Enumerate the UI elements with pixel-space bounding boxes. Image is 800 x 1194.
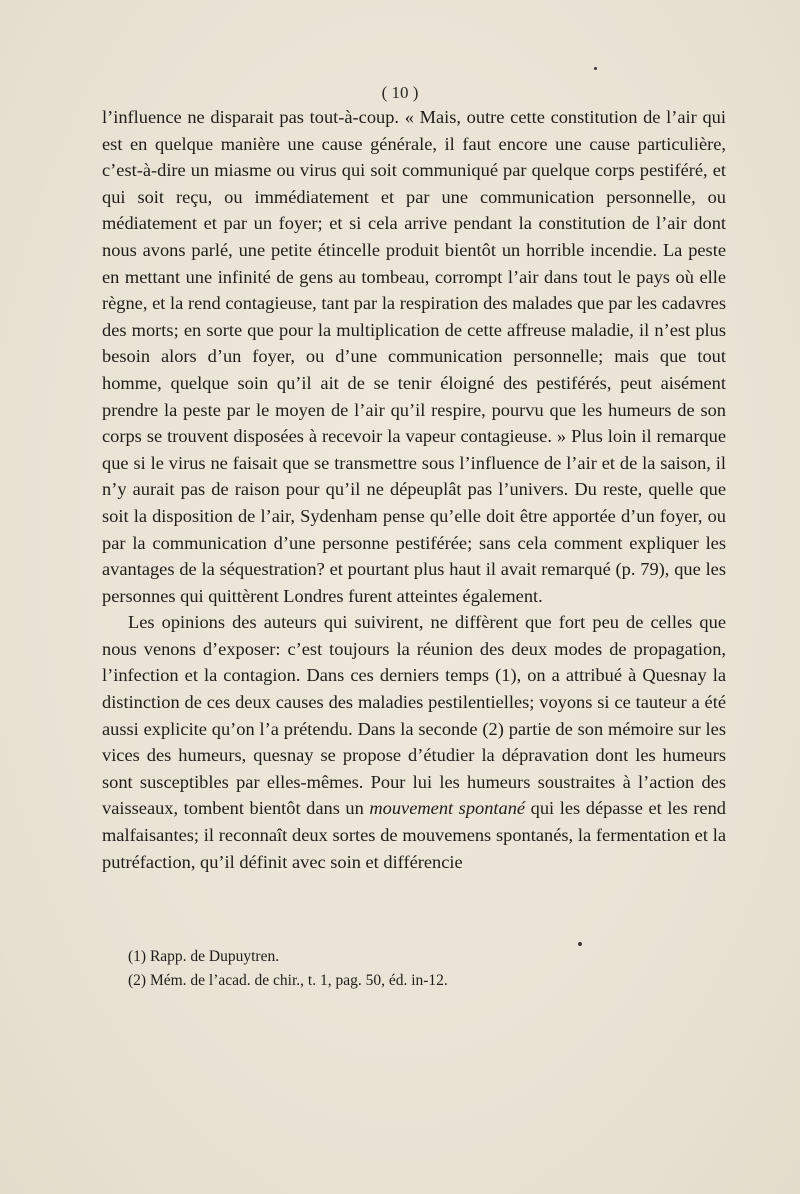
paragraph-2 (102, 609, 726, 875)
paragraph-2-text-end: qui les dépasse et les rend malfaisantes; il reconnaît deux sortes de mouvemens spontanés, la fermentation et la putréfaction, qu’il définit avec soin et différencie (102, 798, 726, 872)
footnote-1: (1) Rapp. de Dupuytren. (128, 948, 280, 965)
paragraph-1 (102, 104, 726, 609)
main-text (102, 104, 726, 875)
ink-speck (594, 67, 597, 70)
page-number: ( 10 ) (381, 83, 419, 102)
footnote-2: (2) Mém. de l’acad. de chir., t. 1, pag. 50, éd. in-12. (128, 972, 448, 989)
paragraph-2-text-start: Les opinions des auteurs qui suivirent, ne diffèrent que fort peu de celles que nous venons d’exposer: c’est toujours la réunion des deux modes de propagation, l’infection et la contagion. Dans ces derniers temps (1), on a attribué à Quesnay la distinction de ces deux causes des maladies pestilentielles; voyons si ce tauteur a été aussi explicite qu’on l’a prétendu. Dans la seconde (2) partie de son mémoire sur les vices des humeurs, quesnay se propose d’étudier la dépravation dont les humeurs sont susceptibles par elles-mêmes. Pour lui les humeurs soustraites à l’action des vaisseaux, tombent bientôt dans un (102, 612, 726, 819)
paragraph-1-text: l’influence ne disparait pas tout-à-coup. « Mais, outre cette constitution de l’air qui est en quelque manière une cause générale, il faut encore une cause particulière, c’est-à-dire un miasme ou virus qui soit communiqué par quelque corps pestiféré, et qui soit reçu, ou immédiatement et par une communication personnelle, ou médiatement et par un foyer; et si cela arrive pendant la constitution de l’air dont nous avons parlé, une petite étincelle produit bientôt un horrible incendie. La peste en mettant une infinité de gens au tombeau, corrompt l’air dans tout le pays où elle règne, et la rend contagieuse, tant par la respiration des malades que par les cadavres des morts; en sorte que pour la multiplication de cette affreuse maladie, il n’est plus besoin alors d’un foyer, ou d’une communication personnelle; mais que tout homme, quelque soin qu’il ait de se tenir éloigné des pestiférés, peut aisément prendre la peste par le moyen de l’air qu’il respire, pourvu que les humeurs de son corps se trouvent disposées à recevoir la vapeur contagieuse. » Plus loin il remarque que si le virus ne faisait que se transmettre sous l’influence de l’air et de la saison, il n’y aurait pas de raison pour qu’il ne dépeuplât pas l’univers. Du reste, quelle que soit la disposition de l’air, Sydenham pense qu’elle doit être apportée d’un foyer, ou par la communication d’une personne pestiférée; sans cela comment expliquer les avantages de la séquestration? et pourtant plus haut il avait remarqué (p. 79), que les personnes qui quittèrent Londres furent atteintes également. (102, 107, 726, 606)
footnotes (128, 945, 728, 993)
emphasized-term: mouvement spontané (369, 798, 526, 819)
